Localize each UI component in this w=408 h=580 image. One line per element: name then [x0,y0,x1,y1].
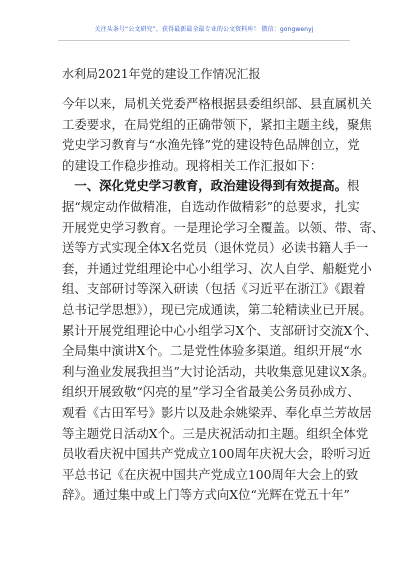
section-1-heading-tail: 根 [346,178,360,194]
section-1-line-14: 平总书记《在庆祝中国共产党成立100周年大会上的致 [62,466,359,482]
section-1-line-12: 等主题党日活动X个。三是庆祝活动扣主题。组织全体党 [62,425,369,441]
section-1-line-5: 组、支部研讨等深入研读（包括《习近平在浙江》《跟着 [62,281,366,297]
section-1-line-6: 总书记学思想》），现已完成通读，第二轮精读业已开展。 [62,301,372,317]
promo-banner: 关注头条号“公文研究”，获得最新最全最专业的公文资料库！ 微信：gongwenyj [94,26,314,33]
section-1-line-4: 套，并通过党组理论中心小组学习、次人自学、船艇党小 [62,260,372,276]
section-1-line-10: 组织开展致敬“闪亮的星”学习全省最美公务员孙成方、 [62,384,360,400]
intro-line-3: 党史学习教育与“水渔先锋”党的建设特色品牌创立，党 [62,137,360,153]
section-1-line-2: 开展党史学习教育。一是理论学习全覆盖。以领、带、寄、 [62,219,385,235]
section-1-line-7: 累计开展党组理论中心小组学习X个、支部研讨交流X个、 [62,322,378,338]
banner-divider [58,40,350,41]
intro-line-4: 的建设工作稳步推动。现将相关工作汇报如下： [62,157,323,173]
intro-line-1: 今年以来，局机关党委严格根据县委组织部、县直属机关 [62,96,372,111]
section-1-line-11: 观看《古田军号》影片以及赴余姚梁弄、奉化卓兰芳故居 [62,404,372,420]
section-1-line-3: 送等方式实现全体X名党员（退休党员）必读书籍人手一 [62,240,369,256]
section-1-line-9: 利与渔业发展我担当”大讨论活动，共收集意见建议X条。 [62,363,375,379]
section-1-line-13: 员收看庆祝中国共产党成立100周年庆祝大会，聆听习近 [62,446,371,462]
section-1-line-1: 据“规定动作做精准，自选动作做精彩”的总要求，扎实 [62,198,360,214]
section-1-line-15: 辞》。通过集中或上门等方式向X位“光辉在党五十年” [62,487,350,503]
document-title: 水利局2021年党的建设工作情况汇报 [62,67,261,81]
document-body [62,94,385,506]
section-1-heading-line [62,176,360,197]
section-1-heading: 一、深化党史学习教育，政治建设得到有效提高。 [62,178,347,194]
intro-line-2: 工委要求，在局党组的正确带领下，紧扣主题主线，聚焦 [62,116,372,132]
section-1-line-8: 全局集中演讲X个。二是党性体验多渠道。组织开展“水 [62,343,363,359]
